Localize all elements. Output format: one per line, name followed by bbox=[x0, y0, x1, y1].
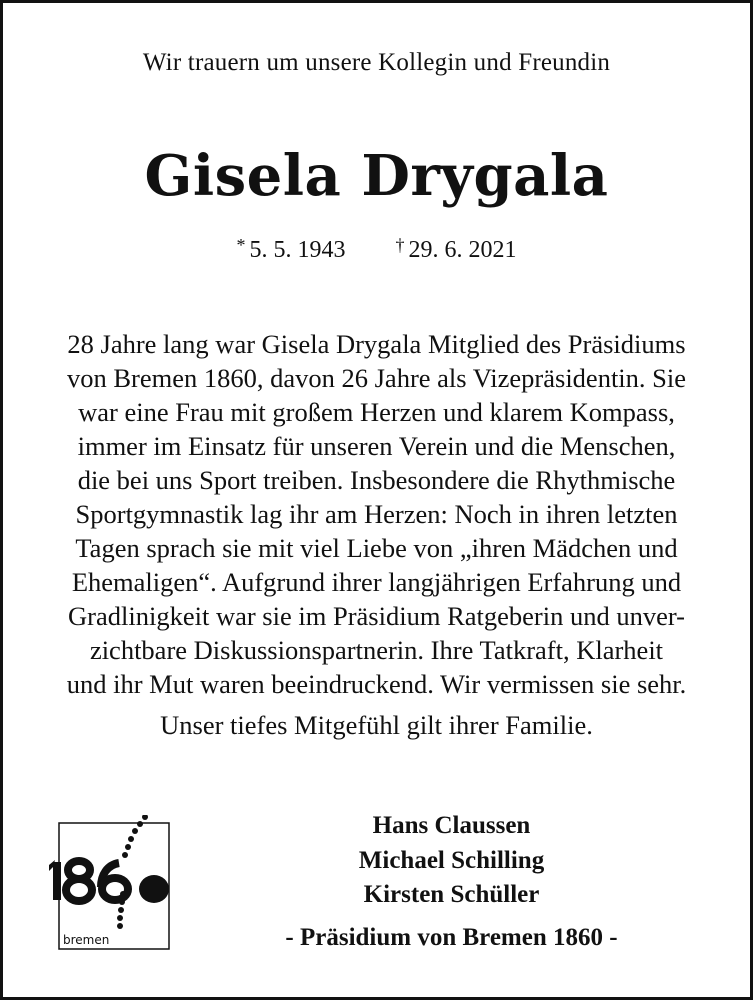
club-logo bbox=[49, 815, 189, 955]
birth-star-symbol: * bbox=[236, 235, 246, 255]
tribute-line: zichtbare Diskussionspartnerin. Ihre Tatkraft, Klarheit bbox=[89, 635, 664, 665]
signer-name: Michael Schilling bbox=[358, 846, 545, 874]
tribute-paragraph bbox=[41, 327, 712, 701]
death-date-group bbox=[396, 235, 517, 264]
signers-block bbox=[183, 809, 720, 955]
tribute-line: von Bremen 1860, davon 26 Jahre als Vizepräsidentin. Sie bbox=[66, 363, 687, 393]
signer-name: Hans Claussen bbox=[372, 812, 531, 839]
birth-date: 5. 5. 1943 bbox=[249, 237, 346, 263]
intro-text: Wir trauern um unsere Kollegin und Freundin bbox=[142, 49, 611, 76]
tribute-line: Sportgymnastik lag ihr am Herzen: Noch in ihren letzten bbox=[75, 499, 678, 529]
deceased-name: Gisela Drygala bbox=[144, 143, 609, 209]
tribute-line: war eine Frau mit großem Herzen und klarem Kompass, bbox=[78, 397, 675, 427]
tribute-line: Gradlinigkeit war sie im Präsidium Ratgeberin und unver- bbox=[68, 601, 685, 631]
organisation-line: - Präsidium von Bremen 1860 - bbox=[285, 923, 618, 951]
condolence-line: Unser tiefes Mitgefühl gilt ihrer Familie. bbox=[160, 710, 593, 740]
birth-date-group bbox=[237, 235, 346, 264]
tribute-line: 28 Jahre lang war Gisela Drygala Mitglied des Präsidiums bbox=[67, 329, 686, 359]
tribute-line: Tagen sprach sie mit viel Liebe von „ihren Mädchen und bbox=[75, 533, 678, 563]
life-dates bbox=[3, 235, 750, 264]
tribute-line: immer im Einsatz für unseren Verein und die Menschen, bbox=[77, 431, 676, 461]
death-cross-symbol: † bbox=[395, 235, 405, 255]
tribute-line: die bei uns Sport treiben. Insbesondere die Rhythmische bbox=[77, 465, 676, 495]
signer-name: Kirsten Schüller bbox=[363, 881, 540, 908]
death-date: 29. 6. 2021 bbox=[408, 237, 517, 263]
tribute-line: und ihr Mut waren beeindruckend. Wir vermissen sie sehr. bbox=[66, 669, 687, 699]
logo-1860-graphic bbox=[49, 815, 189, 955]
logo-label: bremen bbox=[63, 933, 110, 947]
tribute-line: Ehemaligen“. Aufgrund ihrer langjährigen Erfahrung und bbox=[71, 567, 682, 597]
